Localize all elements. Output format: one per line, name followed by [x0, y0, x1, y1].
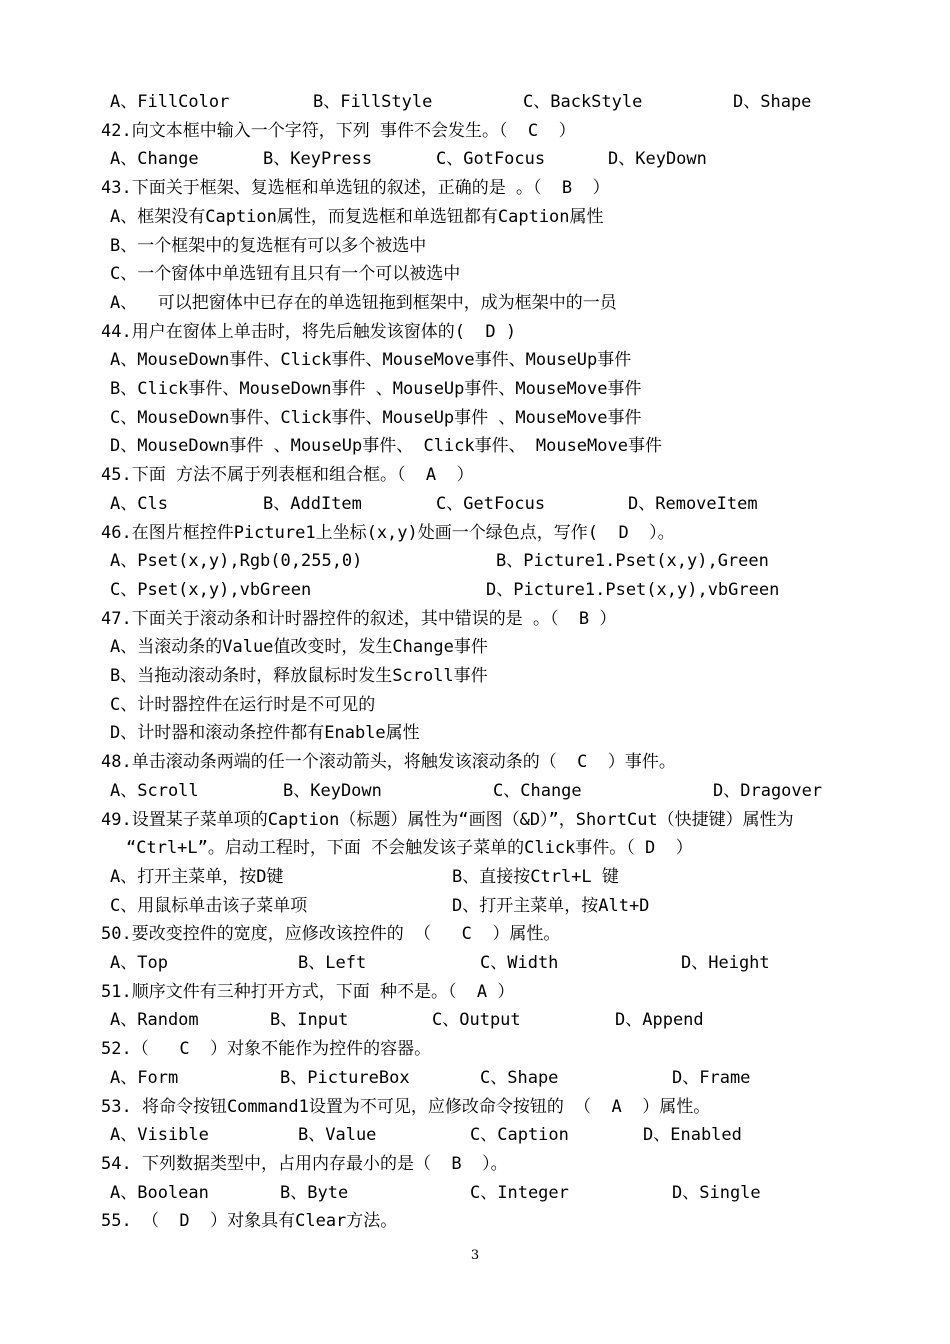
- option-b: B、PictureBox: [280, 1067, 410, 1088]
- option-d: D、Frame: [672, 1067, 751, 1088]
- option-text: D、MouseDown事件 、MouseUp事件、 Click事件、 MouseMove事件: [110, 436, 662, 457]
- option-text: C、MouseDown事件、Click事件、MouseUp事件 、MouseMove事件: [110, 407, 642, 428]
- option-a: A、Boolean: [110, 1182, 209, 1203]
- page-number: 3: [470, 1248, 480, 1263]
- question-text: 46.在图片框控件Picture1上坐标(x,y)处画一个绿色点，写作( D ）。: [101, 522, 675, 543]
- question-text: 54. 下列数据类型中，占用内存最小的是（ B ）。: [101, 1153, 508, 1174]
- option-a: C、用鼠标单击该子菜单项: [110, 895, 308, 916]
- option-b: B、Value: [298, 1125, 377, 1146]
- option-a: A、Change: [110, 149, 199, 170]
- option-d: D、Height: [681, 953, 770, 973]
- options-row: [0, 89, 950, 115]
- option-a: A、Visible: [110, 1125, 209, 1146]
- option-b: B、Left: [298, 953, 367, 973]
- option-text: B、一个框架中的复选框有可以多个被选中: [110, 235, 427, 256]
- options-row: [0, 1065, 950, 1091]
- question-text: 50.要改变控件的宽度，应修改该控件的 （ C ）属性。: [101, 924, 561, 945]
- option-text: A、框架没有Caption属性，而复选框和单选钮都有Caption属性: [110, 206, 604, 227]
- options-row: [0, 778, 950, 804]
- option-c: C、Integer: [470, 1182, 569, 1203]
- question-text: 52.（ C ）对象不能作为控件的容器。: [101, 1039, 432, 1060]
- options-row: [0, 1122, 950, 1148]
- option-d: D、RemoveItem: [628, 493, 758, 514]
- option-text: A、当滚动条的Value值改变时，发生Change事件: [110, 637, 488, 658]
- question-text: 47.下面关于滚动条和计时器控件的叙述，其中错误的是 。（ B ）: [101, 608, 617, 629]
- question-text: 45.下面 方法不属于列表框和组合框。（ A ）: [101, 465, 474, 486]
- option-b: B、Picture1.Pset(x,y),Green: [496, 551, 769, 572]
- option-c: C、Change: [493, 780, 582, 801]
- option-c: C、Width: [480, 953, 559, 973]
- options-row: [0, 146, 950, 172]
- option-c: C、GotFocus: [436, 149, 546, 170]
- options-row: [0, 1007, 950, 1033]
- options-row: [0, 577, 950, 603]
- option-b: D、Picture1.Pset(x,y),vbGreen: [486, 579, 780, 600]
- option-text: C、计时器控件在运行时是不可见的: [110, 694, 376, 715]
- option-b: B、直接按Ctrl+L 键: [452, 866, 619, 887]
- option-b: B、Input: [270, 1010, 349, 1031]
- question-text: 48.单击滚动条两端的任一个滚动箭头，将触发该滚动条的（ C ）事件。: [101, 752, 676, 773]
- option-c: C、Caption: [470, 1125, 569, 1146]
- option-text: A、 可以把窗体中已存在的单选钮拖到框架中，成为框架中的一员: [110, 292, 617, 313]
- option-a: A、FillColor: [110, 92, 230, 112]
- option-a: A、打开主菜单，按D键: [110, 866, 284, 887]
- options-row: [0, 893, 950, 919]
- option-text: B、当拖动滚动条时，释放鼠标时发生Scroll事件: [110, 666, 488, 686]
- options-row: [0, 950, 950, 976]
- option-a: A、Scroll: [110, 780, 199, 801]
- option-d: D、Append: [615, 1010, 704, 1031]
- option-text: D、计时器和滚动条控件都有Enable属性: [110, 723, 420, 744]
- options-row: [0, 1180, 950, 1206]
- question-text: 55. （ D ）对象具有Clear方法。: [101, 1211, 398, 1232]
- option-d: D、Enabled: [643, 1125, 742, 1146]
- option-d: D、Single: [672, 1182, 761, 1203]
- question-text: 42.向文本框中输入一个字符，下列 事件不会发生。（ C ）: [101, 120, 576, 141]
- options-row: [0, 548, 950, 574]
- option-b: B、KeyPress: [263, 149, 373, 170]
- option-b: B、AddItem: [263, 493, 362, 514]
- option-d: D、Dragover: [713, 780, 823, 801]
- question-text: 49.设置某子菜单项的Caption（标题）属性为“画图（&D）”，ShortCut（快捷键）属性为: [101, 809, 794, 830]
- option-c: C、BackStyle: [523, 92, 643, 112]
- question-text: 53. 将命令按钮Command1设置为不可见，应修改命令按钮的 （ A ）属性。: [101, 1096, 711, 1117]
- option-a: A、Random: [110, 1010, 199, 1031]
- option-c: C、Output: [432, 1010, 521, 1031]
- option-c: C、Shape: [480, 1067, 559, 1088]
- option-text: C、一个窗体中单选钮有且只有一个可以被选中: [110, 264, 461, 285]
- option-d: D、KeyDown: [608, 149, 707, 170]
- question-text: 43.下面关于框架、复选框和单选钮的叙述，正确的是 。（ B ）: [101, 178, 610, 199]
- option-b: B、FillStyle: [313, 92, 433, 112]
- question-text: 44.用户在窗体上单击时，将先后触发该窗体的( D ): [101, 321, 517, 342]
- option-d: D、Shape: [733, 92, 812, 112]
- option-a: A、Pset(x,y),Rgb(0,255,0): [110, 551, 363, 572]
- question-text: 51.顺序文件有三种打开方式，下面 种不是。（ A ）: [101, 981, 515, 1002]
- question-continuation: “Ctrl+L”。启动工程时，下面 不会触发该子菜单的Click事件。（ D ）: [126, 838, 693, 859]
- option-b: D、打开主菜单，按Alt+D: [452, 895, 650, 916]
- option-a: A、Cls: [110, 493, 168, 514]
- options-row: [0, 864, 950, 890]
- options-row: [0, 491, 950, 517]
- option-b: B、Byte: [280, 1182, 349, 1203]
- option-text: A、MouseDown事件、Click事件、MouseMove事件、MouseUp事件: [110, 350, 632, 371]
- option-b: B、KeyDown: [283, 780, 382, 801]
- option-a: A、Top: [110, 953, 168, 973]
- option-a: C、Pset(x,y),vbGreen: [110, 579, 312, 600]
- option-a: A、Form: [110, 1067, 179, 1088]
- option-text: B、Click事件、MouseDown事件 、MouseUp事件、MouseMove事件: [110, 379, 642, 399]
- option-c: C、GetFocus: [436, 493, 546, 514]
